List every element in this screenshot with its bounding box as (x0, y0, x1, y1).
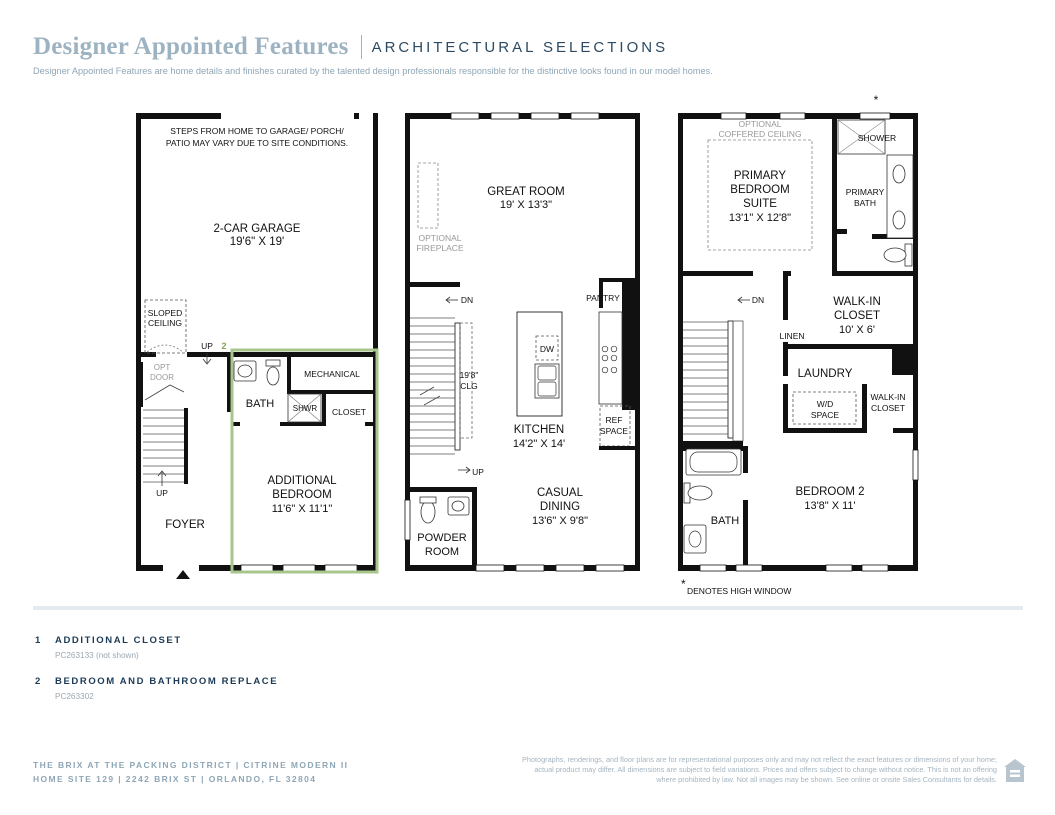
main-floor-plan (405, 113, 640, 571)
option-2 (35, 676, 278, 687)
walk-in-closet-dimensions: 10' X 6' (838, 324, 876, 336)
option-2-label: BEDROOM AND BATHROOM REPLACE (55, 676, 279, 687)
garage-note-line2: PATIO MAY VARY DUE TO SITE CONDITIONS. (165, 138, 349, 148)
option-1-number: 1 (35, 635, 42, 646)
casual-dining-line2: DINING (539, 501, 581, 513)
option-2-code: PC263302 (55, 692, 94, 701)
walk-in-closet-line1: WALK-IN (833, 296, 881, 308)
foyer-label: FOYER (165, 519, 205, 531)
foyer-up-label: UP (156, 488, 168, 498)
garage-note-line1: STEPS FROM HOME TO GARAGE/ PORCH/ (170, 126, 344, 136)
upper-stair-dn-label: DN (751, 295, 765, 305)
coffered-line2: COFFERED CEILING (718, 129, 802, 139)
primary-suite-line1: PRIMARY (733, 170, 787, 182)
additional-bedroom-dimensions: 11'6" X 11'1" (271, 503, 333, 515)
closet-label: CLOSET (331, 407, 367, 417)
ref-space-line1: REF (605, 415, 623, 425)
equal-housing-opportunity-icon (1003, 758, 1027, 784)
primary-bath-line2: BATH (853, 198, 877, 208)
wd-space-line2: SPACE (810, 410, 840, 420)
legend-asterisk: * (681, 577, 686, 591)
intro-text: Designer Appointed Features are home details and finishes curated by the talented design professionals responsible for the distinctive looks found in our model homes. (33, 66, 713, 76)
upper-bath-label: BATH (710, 515, 740, 527)
dishwasher-label: DW (539, 344, 555, 354)
ceiling-height-value: 19'8" (459, 370, 479, 380)
ceiling-label: CEILING (147, 318, 183, 328)
casual-dining-dimensions: 13'6" X 9'8" (531, 515, 589, 527)
bedroom2-dimensions: 13'8" X 11' (804, 500, 856, 512)
wd-space-line1: W/D (816, 399, 834, 409)
legal-disclaimer: Photographs, renderings, and floor plans are for representational purposes only and may not reflect the exact features or dimensions of your home; actual product may differ. All dimensions are subject to field variations. Prices and offers subject to change without notice. This is not an offering where prohibited by law. Not all images may be shown. See online or onsite Sales Consultants for details. (522, 755, 997, 784)
section-divider (33, 606, 1023, 610)
great-room-label: GREAT ROOM (487, 186, 565, 198)
upper-floor-plan (678, 93, 918, 596)
walk-in-closet-line2: CLOSET (833, 310, 881, 322)
ref-space-line2: SPACE (599, 426, 629, 436)
garage-dimensions: 19'6" X 19' (229, 236, 285, 248)
primary-suite-line3: SUITE (743, 198, 777, 210)
ground-floor-plan (136, 113, 378, 579)
garage-label: 2-CAR GARAGE (213, 223, 301, 235)
pantry-label: PANTRY (586, 293, 620, 303)
ceiling-height-unit: CLG (460, 381, 478, 391)
bath-label: BATH (245, 398, 275, 410)
kitchen-label: KITCHEN (513, 424, 565, 436)
primary-bath-line1: PRIMARY (845, 187, 885, 197)
small-closet-line2: CLOSET (870, 403, 906, 413)
opt-door-label-line2: DOOR (150, 373, 174, 382)
shower-label-upper: SHOWER (857, 133, 897, 143)
casual-dining-line1: CASUAL (536, 487, 584, 499)
powder-room-line1: POWDER (417, 532, 467, 544)
primary-suite-line2: BEDROOM (730, 184, 790, 196)
kitchen-dimensions: 14'2" X 14' (512, 438, 566, 450)
linen-label: LINEN (779, 331, 805, 341)
stair-dn-label: DN (460, 295, 474, 305)
fireplace-label-line2: FIREPLACE (416, 243, 464, 253)
stair-up-label: UP (472, 467, 484, 477)
mechanical-label: MECHANICAL (304, 369, 360, 379)
high-window-mark: * (873, 93, 879, 107)
option-1-label: ADDITIONAL CLOSET (55, 635, 182, 646)
option-1-code: PC263133 (not shown) (55, 651, 139, 660)
garage-up-label: UP (201, 341, 213, 351)
bedroom2-label: BEDROOM 2 (795, 486, 865, 498)
home-address: HOME SITE 129 | 2242 BRIX ST | ORLANDO, FL 32804 (33, 774, 317, 784)
additional-bedroom-line1: ADDITIONAL (267, 475, 337, 487)
option-1 (35, 635, 182, 646)
additional-bedroom-line2: BEDROOM (272, 489, 332, 501)
page-title: Designer Appointed Features (33, 33, 349, 60)
option-2-number: 2 (35, 676, 42, 687)
great-room-dimensions: 19' X 13'3" (499, 199, 553, 211)
coffered-line1: OPTIONAL (738, 119, 782, 129)
laundry-label: LAUNDRY (797, 368, 853, 380)
powder-room-line2: ROOM (424, 546, 460, 558)
small-closet-line1: WALK-IN (870, 392, 906, 402)
shower-label: SHWR (292, 404, 318, 413)
high-window-legend: DENOTES HIGH WINDOW (687, 586, 792, 596)
opt-door-label-line1: OPT (153, 363, 171, 372)
primary-suite-dimensions: 13'1" X 12'8" (728, 212, 792, 224)
option-two-marker: 2 (221, 341, 227, 351)
page-subtitle: ARCHITECTURAL SELECTIONS (371, 38, 669, 56)
community-name: THE BRIX AT THE PACKING DISTRICT | CITRINE MODERN II (33, 760, 349, 770)
sloped-label: SLOPED (147, 308, 183, 318)
fireplace-label-line1: OPTIONAL (418, 233, 462, 243)
